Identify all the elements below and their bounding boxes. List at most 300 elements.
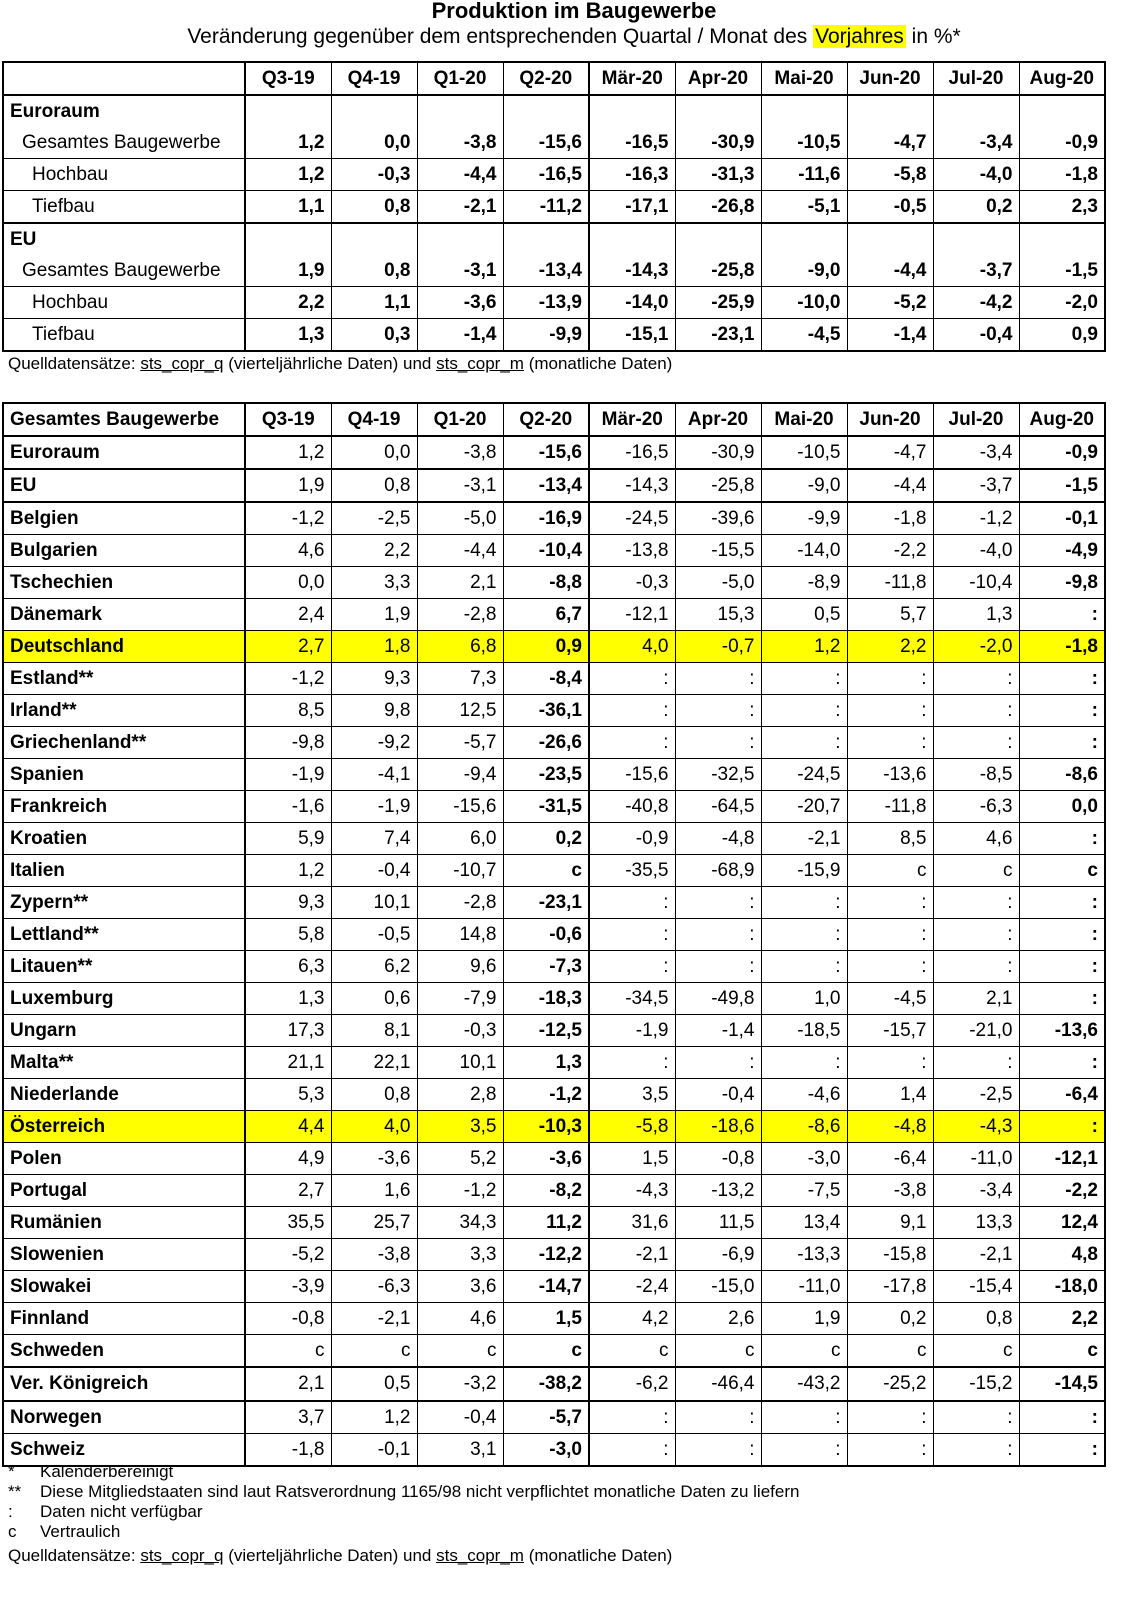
table-cell: -0,9 <box>589 823 675 855</box>
empty-cell <box>417 223 503 255</box>
table-cell: -1,8 <box>1019 159 1105 191</box>
table-cell: -5,7 <box>417 727 503 759</box>
table-cell: -23,1 <box>675 319 761 352</box>
table-cell: -64,5 <box>675 791 761 823</box>
table-cell: -4,8 <box>675 823 761 855</box>
table-cell: -2,0 <box>1019 287 1105 319</box>
table-cell: : <box>847 951 933 983</box>
empty-cell <box>675 223 761 255</box>
column-header: Apr-20 <box>675 403 761 436</box>
table-cell: -0,4 <box>331 855 417 887</box>
table-cell: 5,3 <box>245 1079 331 1111</box>
table-cell: 3,3 <box>417 1239 503 1271</box>
source-link-quarterly[interactable]: sts_copr_q <box>140 1546 224 1565</box>
table-cell: -14,3 <box>589 469 675 502</box>
table-cell: -13,4 <box>503 255 589 287</box>
table-cell: 1,4 <box>847 1079 933 1111</box>
page-subtitle <box>0 23 1148 50</box>
row-label: Tiefbau <box>3 319 245 352</box>
table-cell: 1,6 <box>331 1175 417 1207</box>
row-label: Litauen** <box>3 951 245 983</box>
table-cell: 9,6 <box>417 951 503 983</box>
subtitle-suffix: in %* <box>905 25 961 48</box>
table-cell: 0,6 <box>331 983 417 1015</box>
table-cell: -13,3 <box>761 1239 847 1271</box>
table-row <box>3 695 1105 727</box>
footnotes <box>8 1462 799 1542</box>
table-cell: -14,0 <box>589 287 675 319</box>
table-cell: -1,2 <box>417 1175 503 1207</box>
table-cell: -15,2 <box>933 1367 1019 1401</box>
empty-cell <box>1019 223 1105 255</box>
table-cell: -15,5 <box>675 535 761 567</box>
table-cell: 2,8 <box>417 1079 503 1111</box>
table-row <box>3 1175 1105 1207</box>
table-cell: : <box>589 695 675 727</box>
row-label: Hochbau <box>3 287 245 319</box>
table-cell: -1,9 <box>589 1015 675 1047</box>
table-cell: : <box>761 887 847 919</box>
table-cell: 22,1 <box>331 1047 417 1079</box>
table-cell: c <box>245 1335 331 1368</box>
table-cell: c <box>675 1335 761 1368</box>
table-cell: 5,2 <box>417 1143 503 1175</box>
row-label: Slowenien <box>3 1239 245 1271</box>
table-cell: -4,3 <box>589 1175 675 1207</box>
table-cell: -16,3 <box>589 159 675 191</box>
table-cell: -4,4 <box>417 535 503 567</box>
table-cell: 3,1 <box>417 1434 503 1467</box>
table-cell: 6,3 <box>245 951 331 983</box>
group-row <box>3 223 1105 255</box>
table-cell: -0,9 <box>1019 436 1105 469</box>
table-cell: -2,1 <box>417 191 503 224</box>
table-cell: -5,8 <box>847 159 933 191</box>
table-cell: c <box>331 1335 417 1368</box>
table-cell: -6,9 <box>675 1239 761 1271</box>
empty-cell <box>417 95 503 127</box>
table-row <box>3 567 1105 599</box>
table-cell: -13,6 <box>1019 1015 1105 1047</box>
source-link-monthly[interactable]: sts_copr_m <box>436 354 524 373</box>
table-cell: : <box>1019 727 1105 759</box>
table-cell: -3,6 <box>417 287 503 319</box>
table-cell: 11,2 <box>503 1207 589 1239</box>
table-cell: -2,8 <box>417 887 503 919</box>
table-cell: 0,8 <box>933 1303 1019 1335</box>
table-cell: -5,8 <box>589 1111 675 1143</box>
table-cell: 1,2 <box>245 159 331 191</box>
table-cell: -16,5 <box>503 159 589 191</box>
table-cell: 12,5 <box>417 695 503 727</box>
table-cell: -15,6 <box>589 759 675 791</box>
table-cell: 4,6 <box>933 823 1019 855</box>
table-cell: 1,5 <box>503 1303 589 1335</box>
table-cell: 1,3 <box>933 599 1019 631</box>
table-cell: 4,0 <box>589 631 675 663</box>
table-cell: -2,0 <box>933 631 1019 663</box>
table-cell: -2,5 <box>933 1079 1019 1111</box>
table-cell: -3,6 <box>331 1143 417 1175</box>
table-cell: -0,3 <box>331 159 417 191</box>
table-cell: -13,4 <box>503 469 589 502</box>
table-cell: 2,3 <box>1019 191 1105 224</box>
table-cell: : <box>589 1047 675 1079</box>
row-label: Ungarn <box>3 1015 245 1047</box>
source-label: Quelldatensätze: <box>8 1546 141 1565</box>
footnote-symbol: * <box>8 1462 15 1481</box>
table-cell: : <box>589 1434 675 1467</box>
table-cell: 2,1 <box>933 983 1019 1015</box>
table-cell: -49,8 <box>675 983 761 1015</box>
table-cell: : <box>761 695 847 727</box>
table-row <box>3 1143 1105 1175</box>
table-cell: -26,6 <box>503 727 589 759</box>
table-row <box>3 255 1105 287</box>
table-row <box>3 663 1105 695</box>
table-cell: -3,4 <box>933 436 1019 469</box>
table-cell: : <box>847 695 933 727</box>
table-cell: -0,3 <box>417 1015 503 1047</box>
table-cell: -4,1 <box>331 759 417 791</box>
table-cell: : <box>761 1401 847 1434</box>
subtitle-highlight: Vorjahres <box>815 25 904 48</box>
column-header: Aug-20 <box>1019 62 1105 95</box>
table-cell: 0,9 <box>1019 319 1105 352</box>
table-cell: 1,1 <box>331 287 417 319</box>
row-label: Bulgarien <box>3 535 245 567</box>
table-cell: : <box>761 919 847 951</box>
row-label: Portugal <box>3 1175 245 1207</box>
table-cell: -3,9 <box>245 1271 331 1303</box>
table-cell: -4,3 <box>933 1111 1019 1143</box>
table-cell: -5,0 <box>417 502 503 535</box>
table-cell: -14,7 <box>503 1271 589 1303</box>
table-row <box>3 1335 1105 1368</box>
table-cell: -15,0 <box>675 1271 761 1303</box>
empty-cell <box>245 95 331 127</box>
table-cell: 9,3 <box>245 887 331 919</box>
row-label: Estland** <box>3 663 245 695</box>
row-label: Euroraum <box>3 436 245 469</box>
table-cell: -3,8 <box>417 436 503 469</box>
table-cell: -10,4 <box>933 567 1019 599</box>
table-cell: -34,5 <box>589 983 675 1015</box>
table-row <box>3 1401 1105 1434</box>
table-cell: -7,3 <box>503 951 589 983</box>
table-cell: : <box>847 663 933 695</box>
row-label: Deutschland <box>3 631 245 663</box>
table-cell: 1,3 <box>245 983 331 1015</box>
row-label: Rumänien <box>3 1207 245 1239</box>
row-label: Tschechien <box>3 567 245 599</box>
table-cell: 1,2 <box>761 631 847 663</box>
table-cell: c <box>1019 855 1105 887</box>
table-cell: : <box>589 919 675 951</box>
table-cell: -6,3 <box>331 1271 417 1303</box>
table-cell: 3,5 <box>417 1111 503 1143</box>
table-cell: -0,1 <box>1019 502 1105 535</box>
table-cell: 0,5 <box>331 1367 417 1401</box>
table-cell: -15,9 <box>761 855 847 887</box>
table-cell: : <box>675 695 761 727</box>
table-cell: -40,8 <box>589 791 675 823</box>
source-text: (monatliche Daten) <box>523 1546 673 1565</box>
table-cell: -8,9 <box>761 567 847 599</box>
row-label: Lettland** <box>3 919 245 951</box>
table-row <box>3 1271 1105 1303</box>
table-cell: -9,8 <box>1019 567 1105 599</box>
table-cell: : <box>761 663 847 695</box>
table-cell: : <box>847 1047 933 1079</box>
table-cell: -4,4 <box>417 159 503 191</box>
table-cell: 1,3 <box>245 319 331 352</box>
group-label: EU <box>3 223 245 255</box>
table-cell: -0,9 <box>1019 127 1105 159</box>
table-row <box>3 1047 1105 1079</box>
table-cell: : <box>675 887 761 919</box>
table-cell: -0,4 <box>933 319 1019 352</box>
table-cell: -39,6 <box>675 502 761 535</box>
table-cell: -3,4 <box>933 127 1019 159</box>
table-cell: -1,4 <box>675 1015 761 1047</box>
table-cell: : <box>1019 887 1105 919</box>
table-cell: 4,2 <box>589 1303 675 1335</box>
table-row <box>3 887 1105 919</box>
table-cell: -2,1 <box>331 1303 417 1335</box>
table-cell: -2,4 <box>589 1271 675 1303</box>
table-cell: 0,0 <box>245 567 331 599</box>
table-cell: 4,6 <box>245 535 331 567</box>
table-cell: -8,4 <box>503 663 589 695</box>
table-cell: -14,5 <box>1019 1367 1105 1401</box>
table-cell: -2,2 <box>847 535 933 567</box>
table-cell: : <box>1019 1434 1105 1467</box>
table-cell: -6,4 <box>847 1143 933 1175</box>
table-cell: -9,0 <box>761 255 847 287</box>
source-link-monthly[interactable]: sts_copr_m <box>436 1546 524 1565</box>
table-cell: 1,2 <box>245 436 331 469</box>
table-cell: -1,2 <box>245 663 331 695</box>
table-cell: -4,6 <box>761 1079 847 1111</box>
column-header: Mär-20 <box>589 403 675 436</box>
footnote-text: Vertraulich <box>40 1522 121 1541</box>
empty-cell <box>589 95 675 127</box>
row-label: Griechenland** <box>3 727 245 759</box>
page-title: Produktion im Baugewerbe <box>431 0 717 23</box>
row-label: Norwegen <box>3 1401 245 1434</box>
table-cell: -6,4 <box>1019 1079 1105 1111</box>
footnote-text: Diese Mitgliedstaaten sind laut Ratsverordnung 1165/98 nicht verpflichtet monatliche Daten zu liefern <box>40 1482 800 1501</box>
column-header: Q2-20 <box>503 62 589 95</box>
table-row <box>3 319 1105 352</box>
table-row <box>3 1367 1105 1401</box>
table-cell: 2,2 <box>1019 1303 1105 1335</box>
table-cell: -1,5 <box>1019 255 1105 287</box>
table-cell: -2,8 <box>417 599 503 631</box>
table-cell: -3,4 <box>933 1175 1019 1207</box>
table-cell: -15,6 <box>503 127 589 159</box>
table-cell: -1,2 <box>933 502 1019 535</box>
table-cell: 1,3 <box>503 1047 589 1079</box>
empty-cell <box>933 223 1019 255</box>
table-cell: : <box>1019 1111 1105 1143</box>
table-cell: 9,3 <box>331 663 417 695</box>
column-header: Q4-19 <box>331 62 417 95</box>
row-label: Frankreich <box>3 791 245 823</box>
empty-cell <box>589 223 675 255</box>
table-cell: -11,0 <box>933 1143 1019 1175</box>
table-cell: -30,9 <box>675 127 761 159</box>
table-cell: -16,5 <box>589 127 675 159</box>
table-cell: -5,2 <box>847 287 933 319</box>
table-row <box>3 287 1105 319</box>
table-cell: -1,4 <box>417 319 503 352</box>
empty-cell <box>761 95 847 127</box>
table-cell: : <box>675 1047 761 1079</box>
table-cell: 12,4 <box>1019 1207 1105 1239</box>
table-cell: -13,2 <box>675 1175 761 1207</box>
source-note-bottom <box>8 1546 672 1566</box>
table-cell: c <box>503 855 589 887</box>
empty-cell <box>847 223 933 255</box>
table-cell: 2,1 <box>245 1367 331 1401</box>
table-cell: 5,7 <box>847 599 933 631</box>
table-cell: -9,0 <box>761 469 847 502</box>
column-header: Mär-20 <box>589 62 675 95</box>
table-cell: 0,8 <box>331 255 417 287</box>
table-cell: 4,4 <box>245 1111 331 1143</box>
row-label: Dänemark <box>3 599 245 631</box>
table-cell: 8,5 <box>245 695 331 727</box>
table-cell: : <box>933 1401 1019 1434</box>
table-cell: 0,9 <box>503 631 589 663</box>
empty-cell <box>675 95 761 127</box>
table-cell: 1,9 <box>245 255 331 287</box>
table-cell: 13,3 <box>933 1207 1019 1239</box>
table-cell: : <box>589 887 675 919</box>
table-cell: -18,3 <box>503 983 589 1015</box>
table-cell: -4,7 <box>847 127 933 159</box>
table-cell: 6,0 <box>417 823 503 855</box>
header-label: Gesamtes Baugewerbe <box>3 403 245 436</box>
table-row <box>3 951 1105 983</box>
table-cell: 0,3 <box>331 319 417 352</box>
table-cell: -23,5 <box>503 759 589 791</box>
table-cell: 2,7 <box>245 1175 331 1207</box>
table-cell: 2,2 <box>245 287 331 319</box>
row-label: Finnland <box>3 1303 245 1335</box>
table-cell: -4,5 <box>847 983 933 1015</box>
table-cell: : <box>1019 823 1105 855</box>
table-cell: 0,8 <box>331 469 417 502</box>
table-cell: 3,5 <box>589 1079 675 1111</box>
table-cell: -15,4 <box>933 1271 1019 1303</box>
column-header: Jun-20 <box>847 403 933 436</box>
table-cell: c <box>1019 1335 1105 1368</box>
table-cell: -9,9 <box>503 319 589 352</box>
table-row <box>3 823 1105 855</box>
table-cell: 5,8 <box>245 919 331 951</box>
table-cell: -14,0 <box>761 535 847 567</box>
table-cell: -7,5 <box>761 1175 847 1207</box>
table-cell: -25,2 <box>847 1367 933 1401</box>
table-row <box>3 1015 1105 1047</box>
table-cell: -20,7 <box>761 791 847 823</box>
table-cell: c <box>933 855 1019 887</box>
table-cell: : <box>589 1401 675 1434</box>
table-cell: : <box>1019 599 1105 631</box>
table-cell: -16,9 <box>503 502 589 535</box>
table-row <box>3 1303 1105 1335</box>
table-cell: -3,8 <box>417 127 503 159</box>
table-row <box>3 855 1105 887</box>
table-cell: 0,8 <box>331 191 417 224</box>
empty-cell <box>331 95 417 127</box>
table-cell: : <box>1019 919 1105 951</box>
table-cell: 0,2 <box>503 823 589 855</box>
table-cell: -4,2 <box>933 287 1019 319</box>
table-cell: -8,5 <box>933 759 1019 791</box>
table-cell: -24,5 <box>589 502 675 535</box>
table-cell: 3,6 <box>417 1271 503 1303</box>
table-cell: -10,7 <box>417 855 503 887</box>
table-cell: : <box>761 727 847 759</box>
row-label: Gesamtes Baugewerbe <box>3 127 245 159</box>
row-label: Italien <box>3 855 245 887</box>
table-cell: -2,1 <box>761 823 847 855</box>
table-cell: -3,7 <box>933 255 1019 287</box>
table-cell: 15,3 <box>675 599 761 631</box>
table-cell: -35,5 <box>589 855 675 887</box>
column-header: Jun-20 <box>847 62 933 95</box>
table-cell: -1,2 <box>503 1079 589 1111</box>
table-cell: -1,2 <box>245 502 331 535</box>
table-cell: -10,0 <box>761 287 847 319</box>
table-row <box>3 631 1105 663</box>
table-cell: : <box>847 1434 933 1467</box>
table-cell: 1,5 <box>589 1143 675 1175</box>
table-cell: c <box>847 1335 933 1368</box>
table-cell: : <box>675 663 761 695</box>
column-header: Mai-20 <box>761 403 847 436</box>
table-cell: 17,3 <box>245 1015 331 1047</box>
table-cell: 2,1 <box>417 567 503 599</box>
table-cell: 7,4 <box>331 823 417 855</box>
group-row <box>3 95 1105 127</box>
empty-cell <box>1019 95 1105 127</box>
table-cell: 0,0 <box>1019 791 1105 823</box>
table-cell: 3,7 <box>245 1401 331 1434</box>
table-cell: -4,9 <box>1019 535 1105 567</box>
table-row <box>3 159 1105 191</box>
row-label: Malta** <box>3 1047 245 1079</box>
row-label: Belgien <box>3 502 245 535</box>
table-row <box>3 191 1105 224</box>
table-cell: -0,4 <box>417 1401 503 1434</box>
table-cell: -25,8 <box>675 469 761 502</box>
table-cell: 0,8 <box>331 1079 417 1111</box>
table-row <box>3 1111 1105 1143</box>
table-cell: : <box>761 1434 847 1467</box>
table-cell: 25,7 <box>331 1207 417 1239</box>
source-link-quarterly[interactable]: sts_copr_q <box>140 354 224 373</box>
table-cell: -68,9 <box>675 855 761 887</box>
table-cell: 2,2 <box>847 631 933 663</box>
row-label: Luxemburg <box>3 983 245 1015</box>
table-cell: -8,6 <box>761 1111 847 1143</box>
row-label: EU <box>3 469 245 502</box>
